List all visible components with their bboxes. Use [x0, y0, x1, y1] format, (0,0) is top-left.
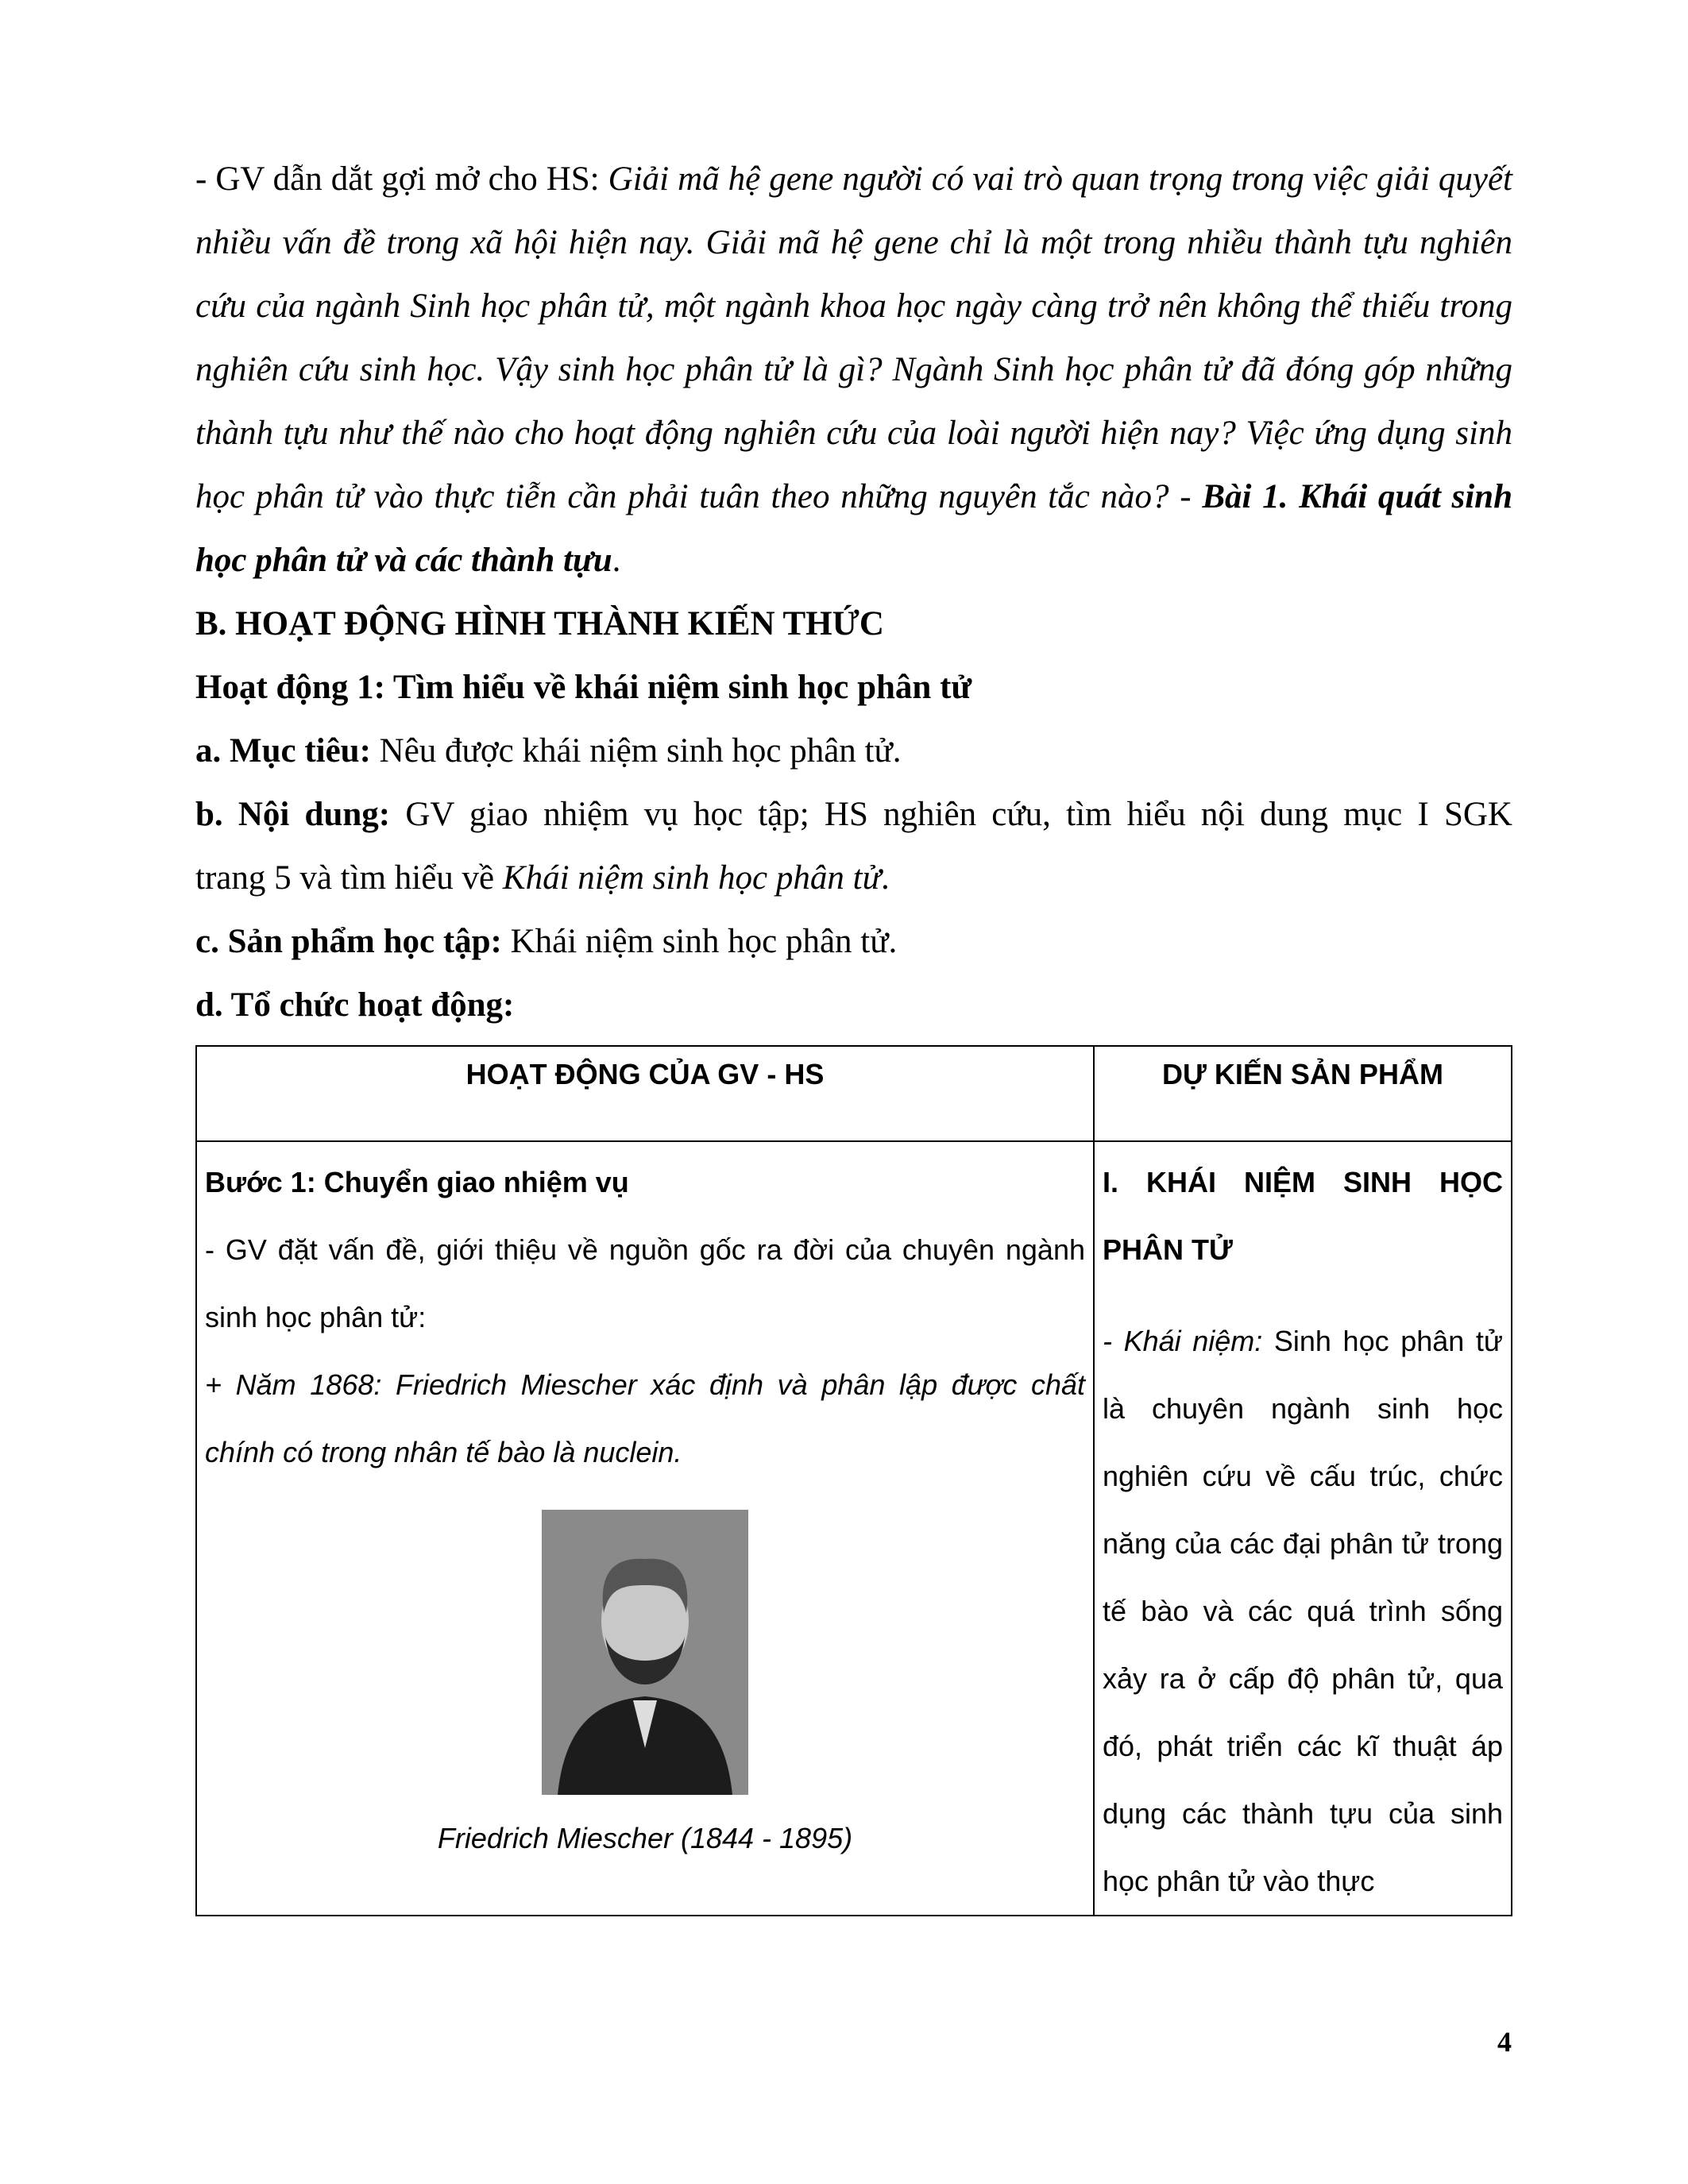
content-label: b. Nội dung:: [195, 796, 391, 833]
content-text2: trang 5 và tìm hiểu về: [195, 859, 503, 897]
lesson-title: Bài 1. Khái quát sinh học phân tử và các thành tựu: [195, 478, 1512, 579]
product-label: c. Sản phẩm học tập:: [195, 923, 502, 960]
content-text: GV giao nhiệm vụ học tập; HS nghiên cứu, tìm hiểu nội dung mục I SGK: [390, 796, 1512, 833]
intro-end: .: [612, 542, 621, 579]
objective-label: a. Mục tiêu:: [195, 732, 371, 770]
intro-question: Giải mã hệ gene người có vai trò quan trọng trong việc giải quyết nhiều vấn đề trong xã hội hiện nay. Giải mã hệ gene chỉ là một trong nhiều thành tựu nghiên cứu của ngành Sinh học phân tử, một ngành khoa học ngày càng trở nên không thể thiếu trong nghiên cứu sinh học. Vậy sinh học phân tử là gì? Ngành Sinh học phân tử đã đóng góp những thành tựu như thế nào cho hoạt động nghiên cứu của loài người hiện nay? Việc ứng dụng sinh học phân tử vào thực tiễn cần phải tuân theo những nguyên tắc nào? -: [195, 160, 1513, 515]
page-number: 4: [1497, 2026, 1512, 2058]
intro-lead: - GV dẫn dắt gợi mở cho HS:: [195, 160, 608, 198]
definition-text: Sinh học phân tử là chuyên ngành sinh học nghiên cứu về cấu trúc, chức năng của các đại phân tử trong tế bào và các quá trình sống xảy ra ở cấp độ phân tử, qua đó, phát triển các kĩ thuật áp dụng các thành tựu của sinh học phân tử vào thực: [1103, 1325, 1504, 1897]
header-activity: HOẠT ĐỘNG CỦA GV - HS: [196, 1046, 1094, 1141]
table-row: [196, 1141, 1512, 1916]
content-italic: Khái niệm sinh học phân tử: [502, 859, 882, 897]
product: [195, 910, 1512, 974]
table-header-row: [196, 1046, 1512, 1141]
activity-cell: [196, 1141, 1094, 1916]
content: [195, 783, 1512, 847]
header-product: DỰ KIẾN SẢN PHẨM: [1094, 1046, 1512, 1141]
intro-paragraph: [195, 148, 1512, 592]
objective: [195, 720, 1512, 783]
content-end: .: [881, 859, 890, 897]
product-cell: [1094, 1141, 1512, 1916]
activity-heading: Hoạt động 1: Tìm hiểu về khái niệm sinh học phân tử: [195, 669, 972, 706]
step-fact: + Năm 1868: Friedrich Miescher xác định và phân lập được chất chính có trong nhân tế bào là nuclein.: [205, 1368, 1085, 1468]
portrait-caption: Friedrich Miescher (1844 - 1895): [437, 1822, 853, 1854]
content-cont: [195, 847, 1512, 910]
product-text: Khái niệm sinh học phân tử.: [501, 923, 898, 960]
organize-heading: d. Tổ chức hoạt động:: [195, 986, 515, 1024]
product-title: I. KHÁI NIỆM SINH HỌC PHÂN TỬ: [1103, 1166, 1503, 1266]
section-heading: B. HOẠT ĐỘNG HÌNH THÀNH KIẾN THỨC: [195, 605, 884, 642]
definition-label: - Khái niệm:: [1103, 1325, 1263, 1357]
activity-table: [195, 1045, 1512, 1916]
portrait-image: [542, 1510, 748, 1795]
step-intro: - GV đặt vấn đề, giới thiệu về nguồn gốc ra đời của chuyên ngành sinh học phân tử:: [205, 1233, 1085, 1333]
definition: [1103, 1307, 1503, 1915]
portrait-figure-icon: [542, 1510, 748, 1795]
objective-text: Nêu được khái niệm sinh học phân tử.: [370, 732, 902, 770]
step-title: Bước 1: Chuyển giao nhiệm vụ: [205, 1166, 629, 1198]
